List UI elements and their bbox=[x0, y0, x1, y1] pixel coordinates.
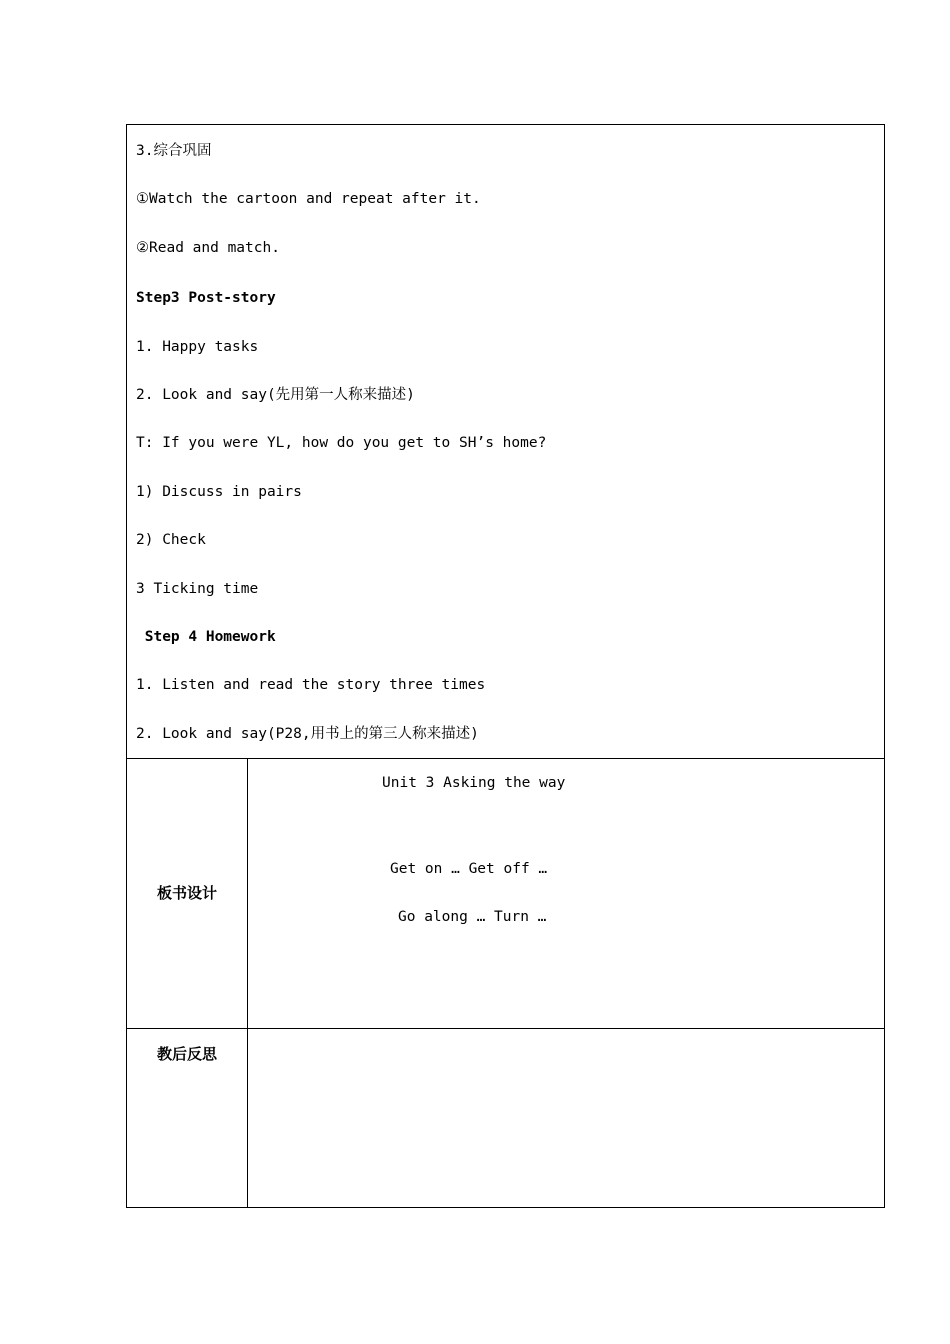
step-heading: Step 4 Homework bbox=[136, 629, 276, 645]
procedure-line: 2. Look and say(先用第一人称来描述) bbox=[136, 387, 415, 403]
lesson-plan-table bbox=[126, 124, 885, 1208]
procedure-line: ②Read and match. bbox=[136, 240, 280, 256]
procedure-row bbox=[127, 125, 884, 759]
reflection-label-cell bbox=[127, 1029, 248, 1207]
reflection-label: 教后反思 bbox=[156, 1045, 217, 1063]
board-line-go: Go along … Turn … bbox=[398, 909, 547, 925]
board-design-content bbox=[248, 758, 884, 1028]
procedure-line: T: If you were YL, how do you get to SH’s home? bbox=[136, 435, 547, 451]
reflection-content bbox=[248, 1029, 884, 1207]
procedure-line: 1) Discuss in pairs bbox=[136, 484, 302, 500]
procedure-line: 1. Happy tasks bbox=[136, 339, 259, 355]
procedure-line: 2. Look and say(P28,用书上的第三人称来描述) bbox=[136, 726, 479, 742]
board-design-row bbox=[127, 758, 884, 1029]
board-design-label-cell bbox=[127, 758, 248, 1028]
procedure-line: 3 Ticking time bbox=[136, 581, 259, 597]
procedure-line: 1. Listen and read the story three times bbox=[136, 677, 486, 693]
board-title: Unit 3 Asking the way bbox=[382, 775, 566, 791]
procedure-line: ①Watch the cartoon and repeat after it. bbox=[136, 191, 481, 207]
board-line-get: Get on … Get off … bbox=[390, 861, 548, 877]
procedure-line: 2) Check bbox=[136, 532, 206, 548]
step-heading: Step3 Post-story bbox=[136, 290, 276, 306]
reflection-row bbox=[127, 1029, 884, 1207]
procedure-line: 3.综合巩固 bbox=[136, 143, 212, 159]
board-design-label: 板书设计 bbox=[156, 884, 217, 902]
